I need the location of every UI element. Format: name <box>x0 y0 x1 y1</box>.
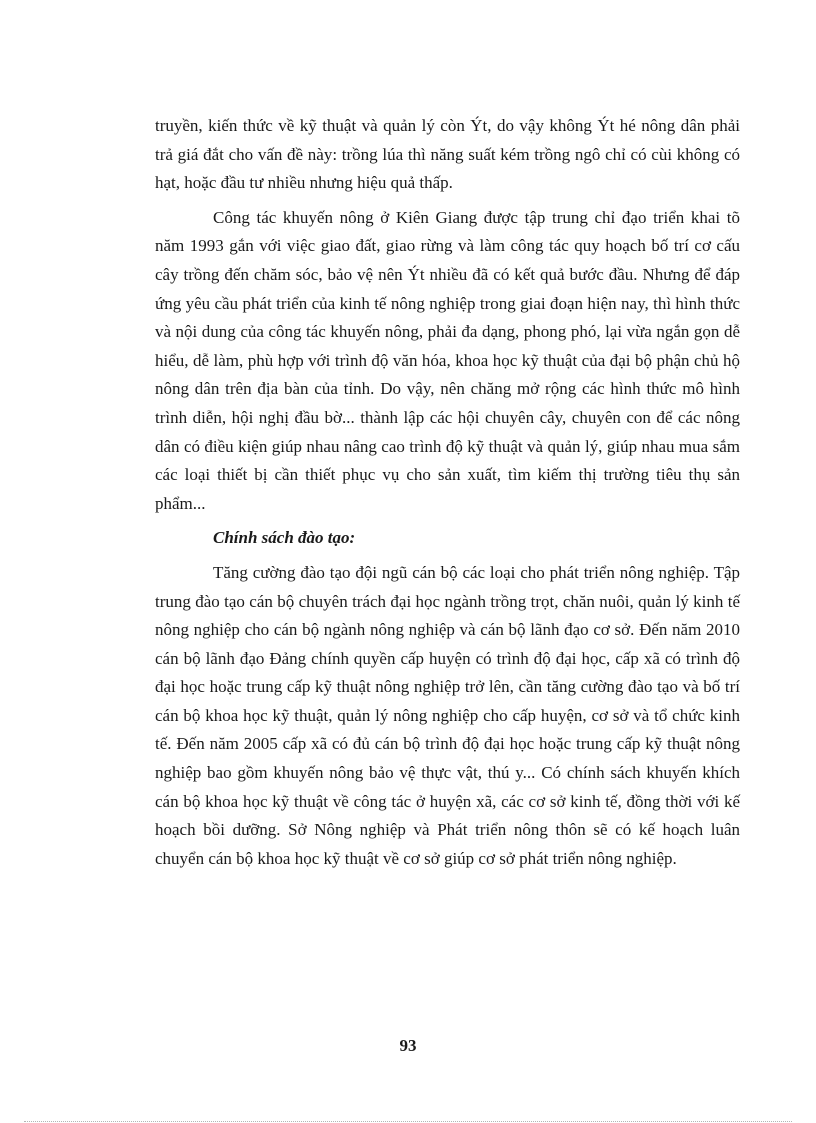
page-number: 93 <box>399 1036 417 1055</box>
page-body <box>155 112 740 873</box>
section-heading-training-policy: Chính sách đào tạo: <box>213 528 356 548</box>
paragraph-extension-work: Công tác khuyến nông ở Kiên Giang được tập trung chỉ đạo triển khai tõ năm 1993 gắn với việc giao đất, giao rừng và làm công tác quy hoạch bố trí cơ cấu cây trồng đến chăm sóc, bảo vệ nên Ýt nhiều đã có kết quả bước đầu. Nhưng để đáp ứng yêu cầu phát triển của kinh tế nông nghiệp trong giai đoạn hiện nay, thì hình thức và nội dung của công tác khuyến nông, phải đa dạng, phong phó, lại vừa ngắn gọn dễ hiểu, dễ làm, phù hợp với trình độ văn hóa, khoa học kỹ thuật của đại bộ phận chủ hộ nông dân trên địa bàn của tỉnh. Do vậy, nên chăng mở rộng các hình thức mô hình trình diễn, hội nghị đầu bờ... thành lập các hội chuyên cây, chuyên con để các nông dân có điều kiện giúp nhau nâng cao trình độ kỹ thuật và quản lý, giúp nhau mua sắm các loại thiết bị cần thiết phục vụ cho sản xuất, tìm kiếm thị trường tiêu thụ sản phẩm... <box>155 207 740 513</box>
paragraph-training-policy: Tăng cường đào tạo đội ngũ cán bộ các loại cho phát triển nông nghiệp. Tập trung đào tạo cán bộ chuyên trách đại học ngành trồng trọt, chăn nuôi, quản lý kinh tế nông nghiệp cho cán bộ ngành nông nghiệp và cán bộ lãnh đạo cơ sở. Đến năm 2010 cán bộ lãnh đạo Đảng chính quyền cấp huyện có trình độ đại học, cấp xã có trình độ đại học hoặc trung cấp kỹ thuật nông nghiệp trở lên, cần tăng cường đào tạo và bố trí cán bộ khoa học kỹ thuật, quản lý nông nghiệp cho cấp huyện, cơ sở và tổ chức kinh tế. Đến năm 2005 cấp xã có đủ cán bộ trình độ đại học hoặc trung cấp kỹ thuật nông nghiệp bao gồm khuyến nông bảo vệ thực vật, thú y... Có chính sách khuyến khích cán bộ khoa học kỹ thuật về công tác ở huyện xã, các cơ sở kinh tế, đồng thời với kế hoạch bồi dưỡng. Sở Nông nghiệp và Phát triển nông thôn sẽ có kế hoạch luân chuyển cán bộ khoa học kỹ thuật về cơ sở giúp cơ sở phát triển nông nghiệp. <box>155 562 740 868</box>
page-bottom-divider <box>24 1121 792 1122</box>
paragraph-continuation: truyền, kiến thức về kỹ thuật và quản lý còn Ýt, do vậy không Ýt hé nông dân phải trả giá đắt cho vấn đề này: trồng lúa thì năng suất kém trồng ngô chỉ có cùi không có hạt, hoặc đầu tư nhiều nhưng hiệu quả thấp. <box>155 116 740 193</box>
